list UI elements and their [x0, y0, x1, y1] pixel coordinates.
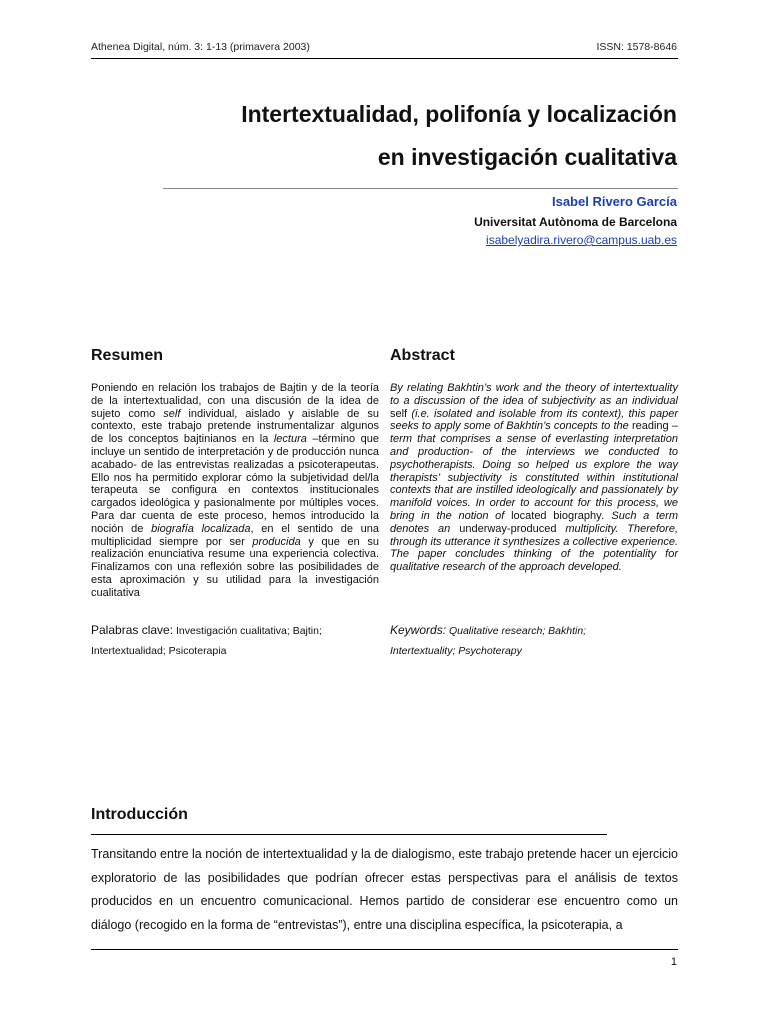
author-affiliation: Universitat Autònoma de Barcelona: [474, 215, 677, 229]
resumen-body: Poniendo en relación los trabajos de Bajtin y de la teoría de la intertextualidad, con una discusión de la idea de sujeto como self individual, aislado y aislable de su contexto, este trabajo pretende instrumentalizar algunos de los conceptos bajtinianos en la lectura –término que incluye un sentido de interpretación y de producción nunca acabado- de las entrevistas realizadas a psicoterapeutas. Ello nos ha permitido explorar cómo la subjetividad del/la terapeuta se configura en contextos institucionales cargados ideológica y pasionalmente por múltiples voces. Para dar cuenta de este proceso, hemos introducido la noción de biografía localizada, en el sentido de una multiplicidad siempre por ser producida y que en su realización enunciativa resume una experiencia colectiva. Finalizamos con una reflexión sobre las posibilidades de esta aproximación y su utilidad para la investigación cualitativa: [91, 382, 380, 599]
introduccion-body: Transitando entre la noción de intertextualidad y la de dialogismo, este trabajo pretende hacer un ejercicio exploratorio de las posibilidades que podrían ofrecer estas perspectivas para el análisis de textos producidos en un encuentro comunicacional. Hemos partido de considerar ese encuentro como un diálogo (recogido en la forma de “entrevistas”), entre una disciplina específica, la psicoterapia, a: [91, 847, 678, 932]
journal-citation: Athenea Digital, núm. 3: 1-13 (primavera 2003): [91, 41, 310, 53]
page-number: 1: [670, 956, 677, 968]
author-email-link[interactable]: isabelyadira.rivero@campus.uab.es: [486, 233, 677, 247]
title-line-2: en investigación cualitativa: [377, 144, 677, 170]
palabras-clave: Palabras clave: Investigación cualitativa; Bajtin; Intertextualidad; Psicoterapia: [91, 623, 322, 657]
keywords: Keywords: Qualitative research; Bakhtin; Intertextuality; Psychoterapy: [390, 623, 587, 657]
header-rule: [91, 58, 678, 59]
author-name: Isabel Rivero García: [551, 194, 677, 209]
abstract-heading: Abstract: [390, 347, 455, 364]
title-rule: [163, 188, 678, 189]
introduccion-rule: [91, 834, 607, 835]
resumen-heading: Resumen: [91, 347, 164, 364]
issn: ISSN: 1578-8646: [596, 41, 677, 53]
introduccion-heading: Introducción: [91, 806, 188, 823]
title-line-1: Intertextualidad, polifonía y localización: [241, 101, 677, 127]
abstract-body: By relating Bakhtin’s work and the theory of intertextuality to a discussion of the idea of subjectivity as an individual self (i.e. isolated and isolable from its context), this paper seeks to apply some of Bakhtin’s concepts to the reading –term that comprises a sense of everlasting interpretation and production- of the interviews we conducted to psychotherapists. Doing so helped us explore the way therapists’ subjectivity is constituted within institutional contexts that are instilled ideologically and passionately by manifold voices. In order to account for this process, we bring in the notion of located biography. Such a term denotes an underway-produced multiplicity. Therefore, through its utterance it synthesizes a collective experience. The paper concludes thinking of the potentiality for qualitative research of the approach developed.: [390, 382, 679, 574]
footer-rule: [91, 949, 678, 950]
